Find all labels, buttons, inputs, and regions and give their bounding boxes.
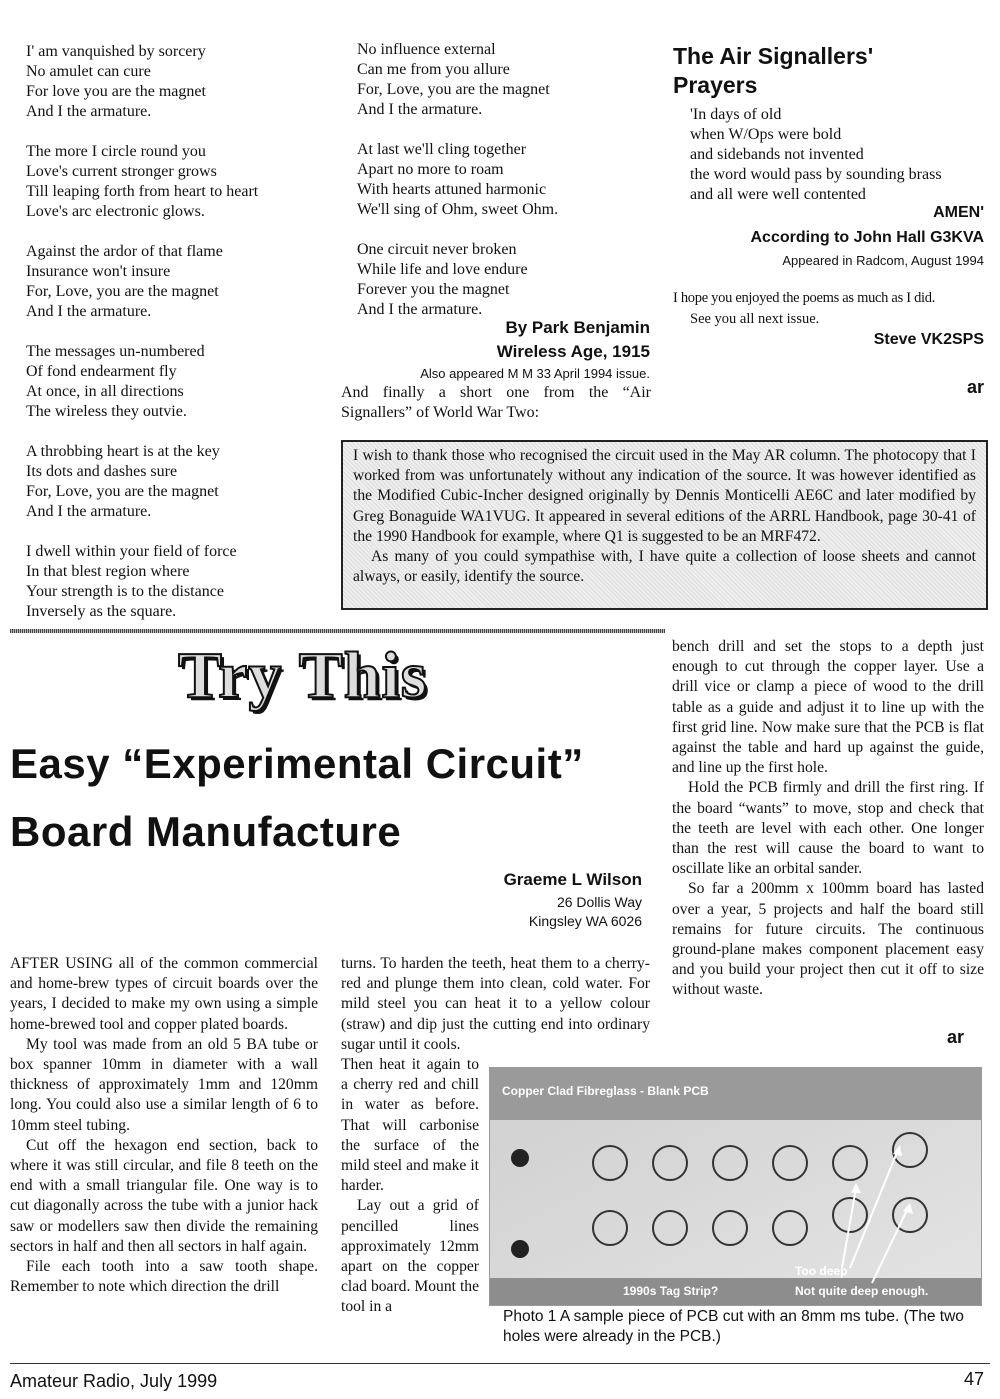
poem-line: One circuit never broken (357, 241, 517, 258)
poem-line: For, Love, you are the magnet (26, 283, 219, 300)
poem-line: Insurance won't insure (26, 263, 171, 280)
photo-label-top: Copper Clad Fibreglass - Blank PCB (502, 1084, 709, 1098)
article-paragraph: Cut off the hexagon end section, back to where it was still circular, and file 8 teeth on the end with a small triangular file. One way is to cut diagonally across the tube with a junior hack saw or modellers saw then divide the remaining sectors in half and then all sectors in half again. (10, 1136, 318, 1255)
try-this-text: Try This (178, 639, 428, 712)
photo-label-tag: 1990s Tag Strip? (623, 1284, 719, 1298)
poem-line: And I the armature. (26, 503, 152, 520)
poem-line: Love's arc electronic glows. (26, 203, 205, 220)
poem-line: Love's current stronger grows (26, 163, 217, 180)
poem-line: I dwell within your field of force (26, 543, 237, 560)
poem-finally-text: And finally a short one from the “Air Signallers” of World War Two: (341, 384, 651, 421)
photo-caption: Photo 1 A sample piece of PCB cut with an 8mm ms tube. (The two holes were already in the PCB.) (503, 1308, 964, 1345)
poem-line: In that blest region where (26, 563, 190, 580)
article-paragraph: Hold the PCB firmly and drill the first ring. If the board “wants” to move, stop and check that the teeth are level with each other. One longer than the rest will cause the board to want to oscillate like an orbital sander. (672, 779, 984, 878)
pcb-photo-image (490, 1068, 981, 1305)
poem-stanza (357, 40, 657, 120)
footer-page-number: 47 (963, 1369, 984, 1389)
poem-line: We'll sing of Ohm, sweet Ohm. (357, 201, 559, 218)
prayer-line: when W/Ops were bold (690, 126, 842, 143)
poem-line: And I the armature. (26, 303, 152, 320)
signoff: Steve VK2SPS (873, 331, 984, 348)
prayers-appeared: Appeared in Radcom, August 1994 (782, 253, 984, 268)
footer-rule (10, 1363, 990, 1364)
pre-existing-hole (511, 1240, 529, 1258)
poem-stanza (26, 442, 326, 522)
poem-line: With hearts attuned harmonic (357, 181, 547, 198)
poem-line: And I the armature. (357, 301, 483, 318)
footer-magazine: Amateur Radio, July 1999 (10, 1371, 218, 1391)
poem-line: And I the armature. (357, 101, 483, 118)
poem-line: While life and love endure (357, 261, 528, 278)
article-paragraph: My tool was made from an old 5 BA tube or box spanner 10mm in diameter with a wall thickness of approximately 1mm and 120mm long. You could also use a similar length of 6 to 10mm steel tubing. (10, 1035, 318, 1134)
article-column-3 (672, 637, 984, 1001)
poem-stanza (26, 142, 326, 222)
poem-line: At once, in all directions (26, 383, 184, 400)
poem-middle-column (357, 40, 657, 340)
poem-line: Against the ardor of that flame (26, 243, 223, 260)
end-mark-top: ar (966, 377, 984, 397)
article-title-line1: Easy “Experimental Circuit” (10, 740, 584, 787)
poem-stanza (26, 242, 326, 322)
article-paragraph: Lay out a grid of pencilled lines approximately 12mm apart on the copper clad board. Mount the tool in a (341, 1197, 479, 1316)
prayers-title-line2: Prayers (673, 72, 758, 98)
article-column-2-narrow (341, 1055, 479, 1318)
photo-label-too-deep: Too deep (795, 1264, 848, 1278)
poem-line: For, Love, you are the magnet (26, 483, 219, 500)
article-title-line2: Board Manufacture (10, 808, 402, 855)
poem-author: By Park Benjamin (505, 318, 650, 337)
poem-line: For, Love, you are the magnet (357, 81, 550, 98)
article-paragraph: File each tooth into a saw tooth shape. Remember to note which direction the drill (10, 1258, 318, 1296)
article-address-line2: Kingsley WA 6026 (528, 913, 642, 929)
article-paragraph: So far a 200mm x 100mm board has lasted over a year, 5 projects and half the board still remains for future circuits. The continuous ground-plane makes component placement easy and you build your project then cut it off to size without waste. (672, 880, 984, 999)
try-this-banner (168, 639, 498, 720)
article-paragraph: bench drill and set the stops to a depth just enough to cut through the copper layer. Use a drill vice or clamp a piece of wood to the drill table as a guide and adjust it to line up with the first grid line. Now make sure that the PCB is flat against the table and hard up against the guide, and line up the first hole. (672, 638, 984, 777)
poem-line: Till leaping forth from heart to heart (26, 183, 259, 200)
poem-line: The more I circle round you (26, 143, 206, 160)
closing-hope-line2: See you all next issue. (690, 311, 820, 327)
poem-line: For love you are the magnet (26, 83, 206, 100)
end-mark-article: ar (946, 1027, 964, 1047)
poem-line: Of fond endearment fly (26, 363, 177, 380)
poem-line: No influence external (357, 41, 496, 58)
prayer-line: the word would pass by sounding brass (690, 166, 942, 183)
section-divider (10, 629, 665, 633)
notice-paragraph-1: I wish to thank those who recognised the circuit used in the May AR column. The photocopy that I worked from was unfortunately without any indication of the source. It was however identified as the Modified Cubic-Incher designed originally by Dennis Monticelli AE6C and later modified by Greg Bonaguide WA1VUG. It appeared in several editions of the ARRL Handbook, page 30-41 of the 1990 Handbook for example, where Q1 is suggested to be an MRF472. (353, 447, 976, 545)
poem-line: Your strength is to the distance (26, 583, 224, 600)
poem-line: No amulet can cure (26, 63, 151, 80)
poem-line: Inversely as the square. (26, 603, 177, 620)
poem-line: The messages un-numbered (26, 343, 205, 360)
poem-line: Can me from you allure (357, 61, 510, 78)
poem-stanza (26, 342, 326, 422)
prayer-line: 'In days of old (690, 106, 782, 123)
poem-line: And I the armature. (26, 103, 152, 120)
poem-stanza (26, 542, 326, 622)
poem-line: I' am vanquished by sorcery (26, 43, 206, 60)
notice-box (341, 440, 988, 610)
poem-line: At last we'll cling together (357, 141, 527, 158)
poem-stanza (357, 240, 657, 320)
article-column-2-top (341, 954, 650, 1055)
pcb-photo (489, 1067, 982, 1306)
notice-paragraph-2: As many of you could sympathise with, I have quite a collection of loose sheets and cannot always, or easily, identify the source. (353, 548, 976, 586)
article-address-line1: 26 Dollis Way (556, 894, 642, 910)
pre-existing-hole (511, 1149, 529, 1167)
photo-label-not-deep: Not quite deep enough. (795, 1284, 929, 1298)
article-paragraph: AFTER USING all of the common commercial and home-brew types of circuit boards over the years, I decided to make my own using a simple home-brewed tool and copper plated boards. (10, 955, 318, 1033)
article-author: Graeme L Wilson (503, 870, 642, 889)
poem-also-appeared: Also appeared M M 33 April 1994 issue. (420, 366, 650, 381)
poem-stanza (357, 140, 657, 220)
prayers-amen: AMEN' (933, 204, 984, 221)
poem-line: Apart no more to roam (357, 161, 504, 178)
poem-line: The wireless they outvie. (26, 403, 187, 420)
prayer-line: and all were well contented (690, 186, 866, 203)
poem-line: Forever you the magnet (357, 281, 510, 298)
article-column-1 (10, 954, 318, 1297)
poem-line: Its dots and dashes sure (26, 463, 178, 480)
prayers-title-line1: The Air Signallers' (673, 43, 874, 69)
closing-hope-line1: I hope you enjoyed the poems as much as I did. (673, 290, 936, 306)
poem-left-column (26, 42, 326, 642)
poem-line: A throbbing heart is at the key (26, 443, 220, 460)
prayers-verse (690, 105, 942, 205)
prayers-according: According to John Hall G3KVA (750, 229, 984, 246)
poem-stanza (26, 42, 326, 122)
article-paragraph: Then heat it again to a cherry red and chill in water as before. That will carbonise the surface of the mild steel and make it harder. (341, 1056, 479, 1195)
prayer-line: and sidebands not invented (690, 146, 864, 163)
article-paragraph: turns. To harden the teeth, heat them to a cherry-red and plunge them into clean, cold water. For mild steel you can heat it to a yellow colour (straw) and dip just the cutting end into ordinary sugar until it cools. (341, 955, 650, 1053)
poem-source: Wireless Age, 1915 (496, 342, 650, 361)
